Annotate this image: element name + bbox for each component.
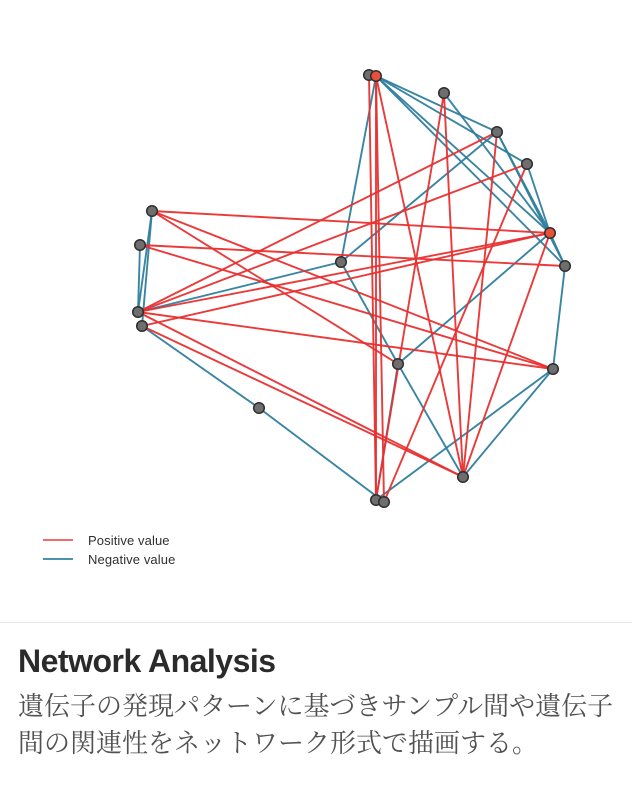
graph-node [336, 257, 347, 268]
graph-node [133, 307, 144, 318]
graph-edge-positive [138, 312, 463, 477]
graph-edge-negative [463, 369, 553, 477]
graph-edge-positive [138, 312, 553, 369]
graph-node [371, 71, 382, 82]
graph-node [439, 88, 450, 99]
graph-node [522, 159, 533, 170]
positive-line-swatch [43, 539, 73, 541]
graph-node [135, 240, 146, 251]
graph-edge-positive [152, 211, 550, 233]
graph-node [458, 472, 469, 483]
graph-edge-negative [142, 326, 259, 408]
graph-edge-negative [553, 266, 565, 369]
graph-node [492, 127, 503, 138]
graph-edge-negative [497, 132, 565, 266]
graph-edge-positive [140, 245, 565, 266]
legend-item-negative [43, 552, 175, 566]
graph-node [393, 359, 404, 370]
plot-legend [43, 533, 175, 566]
negative-line-swatch [43, 558, 73, 560]
legend-label-negative: Negative value [88, 551, 176, 567]
graph-node [560, 261, 571, 272]
graph-edge-positive [152, 211, 553, 369]
graph-node [147, 206, 158, 217]
graph-node [545, 228, 556, 239]
legend-item-positive [43, 533, 175, 547]
graph-edge-negative [259, 408, 384, 502]
graph-node [379, 497, 390, 508]
graph-node [548, 364, 559, 375]
legend-label-positive: Positive value [88, 532, 170, 548]
graph-node [254, 403, 265, 414]
graph-edge-negative [376, 76, 550, 233]
card-divider [0, 622, 632, 623]
graph-node [137, 321, 148, 332]
page-title: Network Analysis [18, 643, 276, 679]
caption-section [0, 643, 632, 762]
caption-description: 遺伝子の発現パターンに基づきサンプル間や遺伝子間の関連性をネットワーク形式で描画する。 [18, 691, 614, 758]
graph-edge-negative [376, 76, 497, 132]
graph-edge-positive [138, 132, 497, 312]
graph-edge-negative [376, 76, 565, 266]
